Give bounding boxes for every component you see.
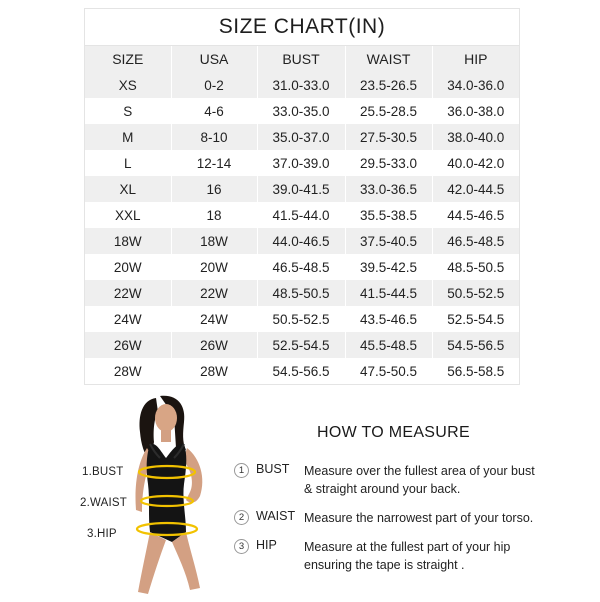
- cell-waist: 41.5-44.5: [345, 280, 432, 306]
- cell-waist: 43.5-46.5: [345, 306, 432, 332]
- cell-usa: 0-2: [171, 72, 257, 98]
- table-row: [85, 98, 519, 124]
- table-row: [85, 124, 519, 150]
- cell-usa: 18W: [171, 228, 257, 254]
- cell-bust: 33.0-35.0: [257, 98, 345, 124]
- cell-waist: 25.5-28.5: [345, 98, 432, 124]
- size-table: [85, 46, 519, 384]
- how-to-measure-title: HOW TO MEASURE: [317, 424, 470, 441]
- step-name: BUST: [256, 462, 290, 476]
- cell-size: S: [85, 98, 171, 124]
- step-name: WAIST: [256, 509, 296, 523]
- model-figure: [120, 392, 230, 597]
- cell-usa: 18: [171, 202, 257, 228]
- cell-hip: 34.0-36.0: [447, 77, 505, 93]
- bust-label: 1.BUST: [82, 466, 124, 478]
- cell-size: 26W: [85, 332, 171, 358]
- table-row: [85, 72, 519, 98]
- header-bust: BUST: [257, 46, 345, 72]
- cell-hip: 38.0-40.0: [447, 129, 505, 145]
- table-row: [85, 358, 519, 384]
- header-size: SIZE: [85, 46, 171, 72]
- cell-usa: 22W: [171, 280, 257, 306]
- step-number-badge: 1: [234, 463, 249, 478]
- table-row: [85, 228, 519, 254]
- table-row: [85, 254, 519, 280]
- cell-bust: 46.5-48.5: [257, 254, 345, 280]
- header-hip: HIP: [464, 51, 488, 67]
- cell-bust: 41.5-44.0: [257, 202, 345, 228]
- cell-hip: 50.5-52.5: [447, 285, 505, 301]
- table-header-row: [85, 46, 519, 72]
- cell-hip: 42.0-44.5: [447, 181, 505, 197]
- cell-waist: 37.5-40.5: [345, 228, 432, 254]
- cell-bust: 54.5-56.5: [257, 358, 345, 384]
- cell-size: 24W: [85, 306, 171, 332]
- step-description: Measure over the fullest area of your bust & straight around your back.: [304, 464, 535, 496]
- step-description: Measure the narrowest part of your torso.: [304, 511, 534, 525]
- step-name: HIP: [256, 538, 277, 552]
- cell-bust: 31.0-33.0: [257, 72, 345, 98]
- cell-usa: 4-6: [171, 98, 257, 124]
- cell-size: 20W: [85, 254, 171, 280]
- waist-label: 2.WAIST: [80, 497, 127, 509]
- cell-waist: 35.5-38.5: [345, 202, 432, 228]
- cell-usa: 28W: [171, 358, 257, 384]
- cell-usa: 26W: [171, 332, 257, 358]
- header-usa: USA: [171, 46, 257, 72]
- cell-usa: 16: [171, 176, 257, 202]
- table-row: [85, 306, 519, 332]
- cell-bust: 50.5-52.5: [257, 306, 345, 332]
- cell-hip: 46.5-48.5: [447, 233, 505, 249]
- cell-size: XS: [85, 72, 171, 98]
- cell-hip: 52.5-54.5: [447, 311, 505, 327]
- hip-label: 3.HIP: [87, 528, 117, 540]
- cell-size: 28W: [85, 358, 171, 384]
- cell-waist: 33.0-36.5: [345, 176, 432, 202]
- size-table-body: [85, 72, 519, 384]
- cell-waist: 45.5-48.5: [345, 332, 432, 358]
- cell-hip: 54.5-56.5: [447, 337, 505, 353]
- table-row: [85, 332, 519, 358]
- table-row: [85, 202, 519, 228]
- cell-usa: 24W: [171, 306, 257, 332]
- cell-hip: 48.5-50.5: [447, 259, 505, 275]
- cell-size: XL: [85, 176, 171, 202]
- model-illustration: [120, 392, 230, 597]
- cell-usa: 20W: [171, 254, 257, 280]
- step-number-badge: 2: [234, 510, 249, 525]
- cell-size: M: [85, 124, 171, 150]
- table-row: [85, 176, 519, 202]
- header-waist: WAIST: [345, 46, 432, 72]
- cell-size: 18W: [85, 228, 171, 254]
- cell-waist: 47.5-50.5: [345, 358, 432, 384]
- cell-hip: 40.0-42.0: [447, 155, 505, 171]
- cell-size: 22W: [85, 280, 171, 306]
- cell-bust: 37.0-39.0: [257, 150, 345, 176]
- table-row: [85, 150, 519, 176]
- cell-waist: 23.5-26.5: [345, 72, 432, 98]
- cell-bust: 48.5-50.5: [257, 280, 345, 306]
- cell-bust: 39.0-41.5: [257, 176, 345, 202]
- cell-waist: 39.5-42.5: [345, 254, 432, 280]
- cell-hip: 36.0-38.0: [447, 103, 505, 119]
- step-number-badge: 3: [234, 539, 249, 554]
- cell-usa: 8-10: [171, 124, 257, 150]
- cell-waist: 29.5-33.0: [345, 150, 432, 176]
- cell-hip: 44.5-46.5: [447, 207, 505, 223]
- size-chart: [84, 8, 520, 385]
- cell-bust: 44.0-46.5: [257, 228, 345, 254]
- cell-waist: 27.5-30.5: [345, 124, 432, 150]
- size-chart-title: SIZE CHART(IN): [85, 9, 519, 46]
- step-description: Measure at the fullest part of your hip ensuring the tape is straight .: [304, 540, 511, 572]
- cell-size: XXL: [85, 202, 171, 228]
- cell-size: L: [85, 150, 171, 176]
- table-row: [85, 280, 519, 306]
- cell-bust: 52.5-54.5: [257, 332, 345, 358]
- cell-bust: 35.0-37.0: [257, 124, 345, 150]
- cell-hip: 56.5-58.5: [447, 363, 505, 379]
- cell-usa: 12-14: [171, 150, 257, 176]
